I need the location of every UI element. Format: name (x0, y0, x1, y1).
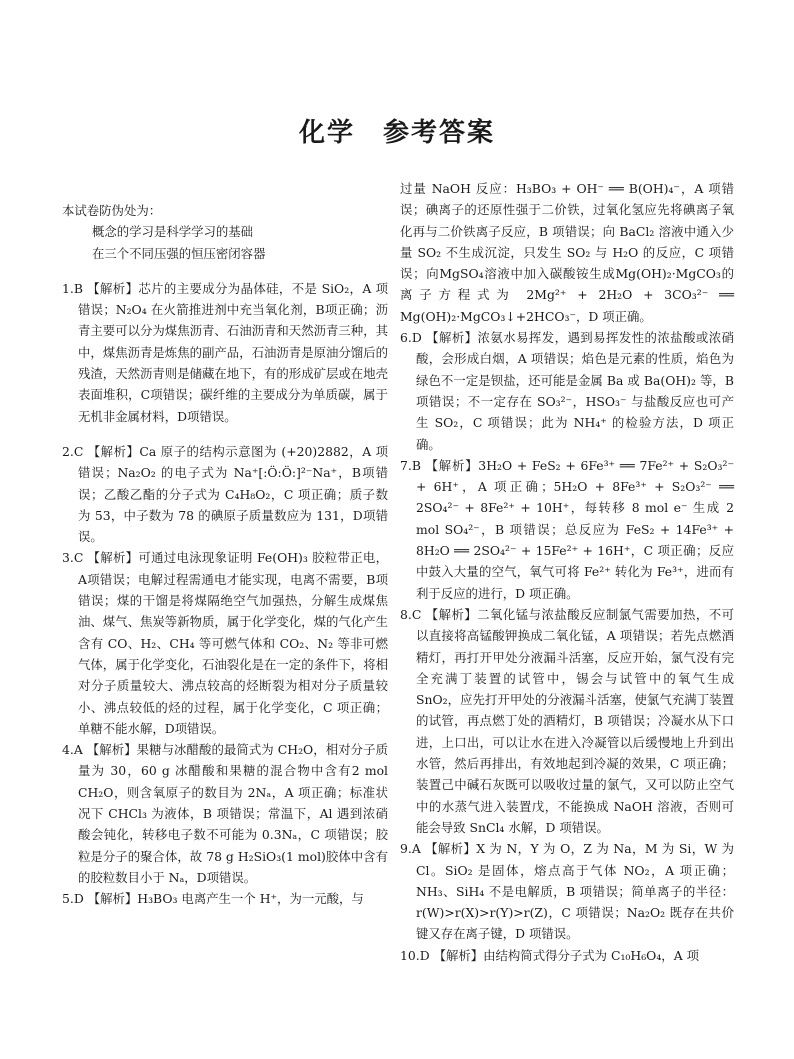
right-column (400, 178, 734, 966)
answer-item-10: 10.D 【解析】由结构简式得分子式为 C₁₀H₆O₄，A 项 (400, 947, 699, 963)
answer-item-5-cont: 过量 NaOH 反应：H₃BO₃ + OH⁻ ══ B(OH)₄⁻，A 项错误；碘离子的还原性强于二价铁，过氧化氢应先将碘离子氧化再与二价铁离子反应，B 项错误；向 BaCl₂ 溶液中通入少量 SO₂ 不生成沉淀，只发生 SO₂ 与 H₂O 的反应，C 项错误；向MgSO₄溶液中加入碳酸铵生成Mg(OH)₂·MgCO₃的离子方程式为 2Mg²⁺ + 2H₂O + 3CO₃²⁻ ══ Mg(OH)₂·MgCO₃↓+2HCO₃⁻，D 项正确。 (400, 181, 734, 324)
answer-item-6: 6.D 【解析】浓氨水易挥发，遇到易挥发性的浓盐酸或浓硝酸，会形成白烟，A 项错误；焰色是元素的性质，焰色为绿色不一定是钡盐，还可能是金属 Ba 或 Ba(OH)₂ 等，B 项错误；不一定存在 SO₃²⁻，HSO₃⁻ 与盐酸反应也可产生 SO₂，C 项错误；此为 NH₄⁺ 的检验方法，D 项正确。 (400, 330, 734, 452)
title-subject: 化学 (298, 118, 355, 148)
left-column (62, 200, 388, 910)
answer-item-2: 2.C 【解析】Ca 原子的结构示意图为 (+20)2882，A 项错误；Na₂O₂ 的电子式为 Na⁺[:Ö:Ö:]²⁻Na⁺，B项错误；乙酸乙酯的分子式为 C₄H₈O₂，C 项正确；质子数为 53，中子数为 78 的碘原子质量数应为 131，D项错误。 (62, 443, 388, 545)
answer-item-9: 9.A 【解析】X 为 N，Y 为 O，Z 为 Na，M 为 Si，W 为 Cl。SiO₂ 是固体，熔点高于气体 NO₂，A 项正确；NH₃、SiH₄ 不是电解质，B 项错误；简单离子的半径：r(W)>r(X)>r(Y)>r(Z)，C 项错误；Na₂O₂ 既存在共价键又存在离子键，D 项错误。 (400, 841, 734, 942)
answer-item-8: 8.C 【解析】二氧化锰与浓盐酸反应制氯气需要加热，不可以直接将高锰酸钾换成二氧化锰，A 项错误；若先点燃酒精灯，再打开甲处分液漏斗活塞，反应开始，氯气没有完全充满丁装置的试管中，锡会与试管中的氧气生成 SnO₂，应先打开甲处的分液漏斗活塞，使氯气充满丁装置的试管，再点燃丁处的酒精灯，B 项错误；冷凝水从下口进，上口出，可以让水在进入冷凝管以后缓慢地上升到出水管，然后再排出，有效地起到冷凝的效果，C 项正确；装置己中碱石灰既可以吸收过量的氯气，又可以防止空气中的水蒸气进入装置戊，不能换成 NaOH 溶液，否则可能会导致 SnCl₄ 水解，D 项错误。 (400, 606, 734, 835)
anti-fake-line-1: 概念的学习是科学学习的基础 (92, 224, 254, 240)
spacer (62, 427, 388, 441)
title-answer: 参考答案 (383, 118, 496, 148)
answer-item-4: 4.A 【解析】果糖与冰醋酸的最简式为 CH₂O，相对分子质量为 30，60 g 冰醋酸和果糖的混合物中含有2 mol CH₂O，则含氧原子的数目为 2Nₐ，A 项正确；标准状况下 CHCl₃ 为液体，B 项错误；常温下，Al 遇到浓硝酸会钝化，转移电子数不可能为 0.3Nₐ，C 项错误；胶粒是分子的聚合体，故 78 g H₂SiO₃(1 mol)胶体中含有的胶粒数目小于 Nₐ，D项错误。 (62, 742, 388, 885)
spacer (62, 264, 388, 278)
answer-item-5: 5.D 【解析】H₃BO₃ 电离产生一个 H⁺，为一元酸，与 (62, 891, 364, 907)
anti-fake-heading: 本试卷防伪处为： (62, 203, 162, 218)
page-title (0, 112, 794, 149)
anti-fake-line-2: 在三个不同压强的恒压密闭容器 (92, 245, 266, 261)
answer-item-3: 3.C 【解析】可通过电泳现象证明 Fe(OH)₃ 胶粒带正电，A项错误；电解过程需通电才能实现，电离不需要，B项错误；煤的干馏是将煤隔绝空气加强热，分解生成煤焦油、煤气、焦炭等新物质，属于化学变化，煤的气化产生含有 CO、H₂、CH₄ 等可燃气体和 CO₂、N₂ 等非可燃气体，属于化学变化，石油裂化是在一定的条件下，将相对分子质量较大、沸点较高的烃断裂为相对分子质量较小、沸点较低的烃的过程，属于化学变化，C 项正确；单糖不能水解，D项错误。 (62, 550, 388, 736)
answer-item-7: 7.B 【解析】3H₂O + FeS₂ + 6Fe³⁺ ══ 7Fe²⁺ + S₂O₃²⁻ + 6H⁺，A 项正确；5H₂O + 8Fe³⁺ + S₂O₃²⁻ ══ 2SO₄²⁻ + 8Fe²⁺ + 10H⁺，每转移 8 mol e⁻ 生成 2 mol SO₄²⁻，B 项错误；总反应为 FeS₂ + 14Fe³⁺ + 8H₂O ══ 2SO₄²⁻ + 15Fe²⁺ + 16H⁺，C 项正确；反应中鼓入大量的空气，氧气可将 Fe²⁺ 转化为 Fe³⁺，进而有利于反应的进行，D 项正确。 (400, 457, 734, 601)
answer-item-1: 1.B 【解析】芯片的主要成分为晶体硅，不是 SiO₂，A 项错误；N₂O₄ 在火箭推进剂中充当氧化剂，B项正确；沥青主要可以分为煤焦沥青、石油沥青和天然沥青三种，其中，煤焦沥青是炼焦的副产品，石油沥青是原油分馏后的残渣，天然沥青则是储藏在地下，有的形成矿层或在地壳表面堆积，C项错误；碳纤维的主要成分为单质碳，属于无机非金属材料，D项错误。 (62, 280, 388, 424)
